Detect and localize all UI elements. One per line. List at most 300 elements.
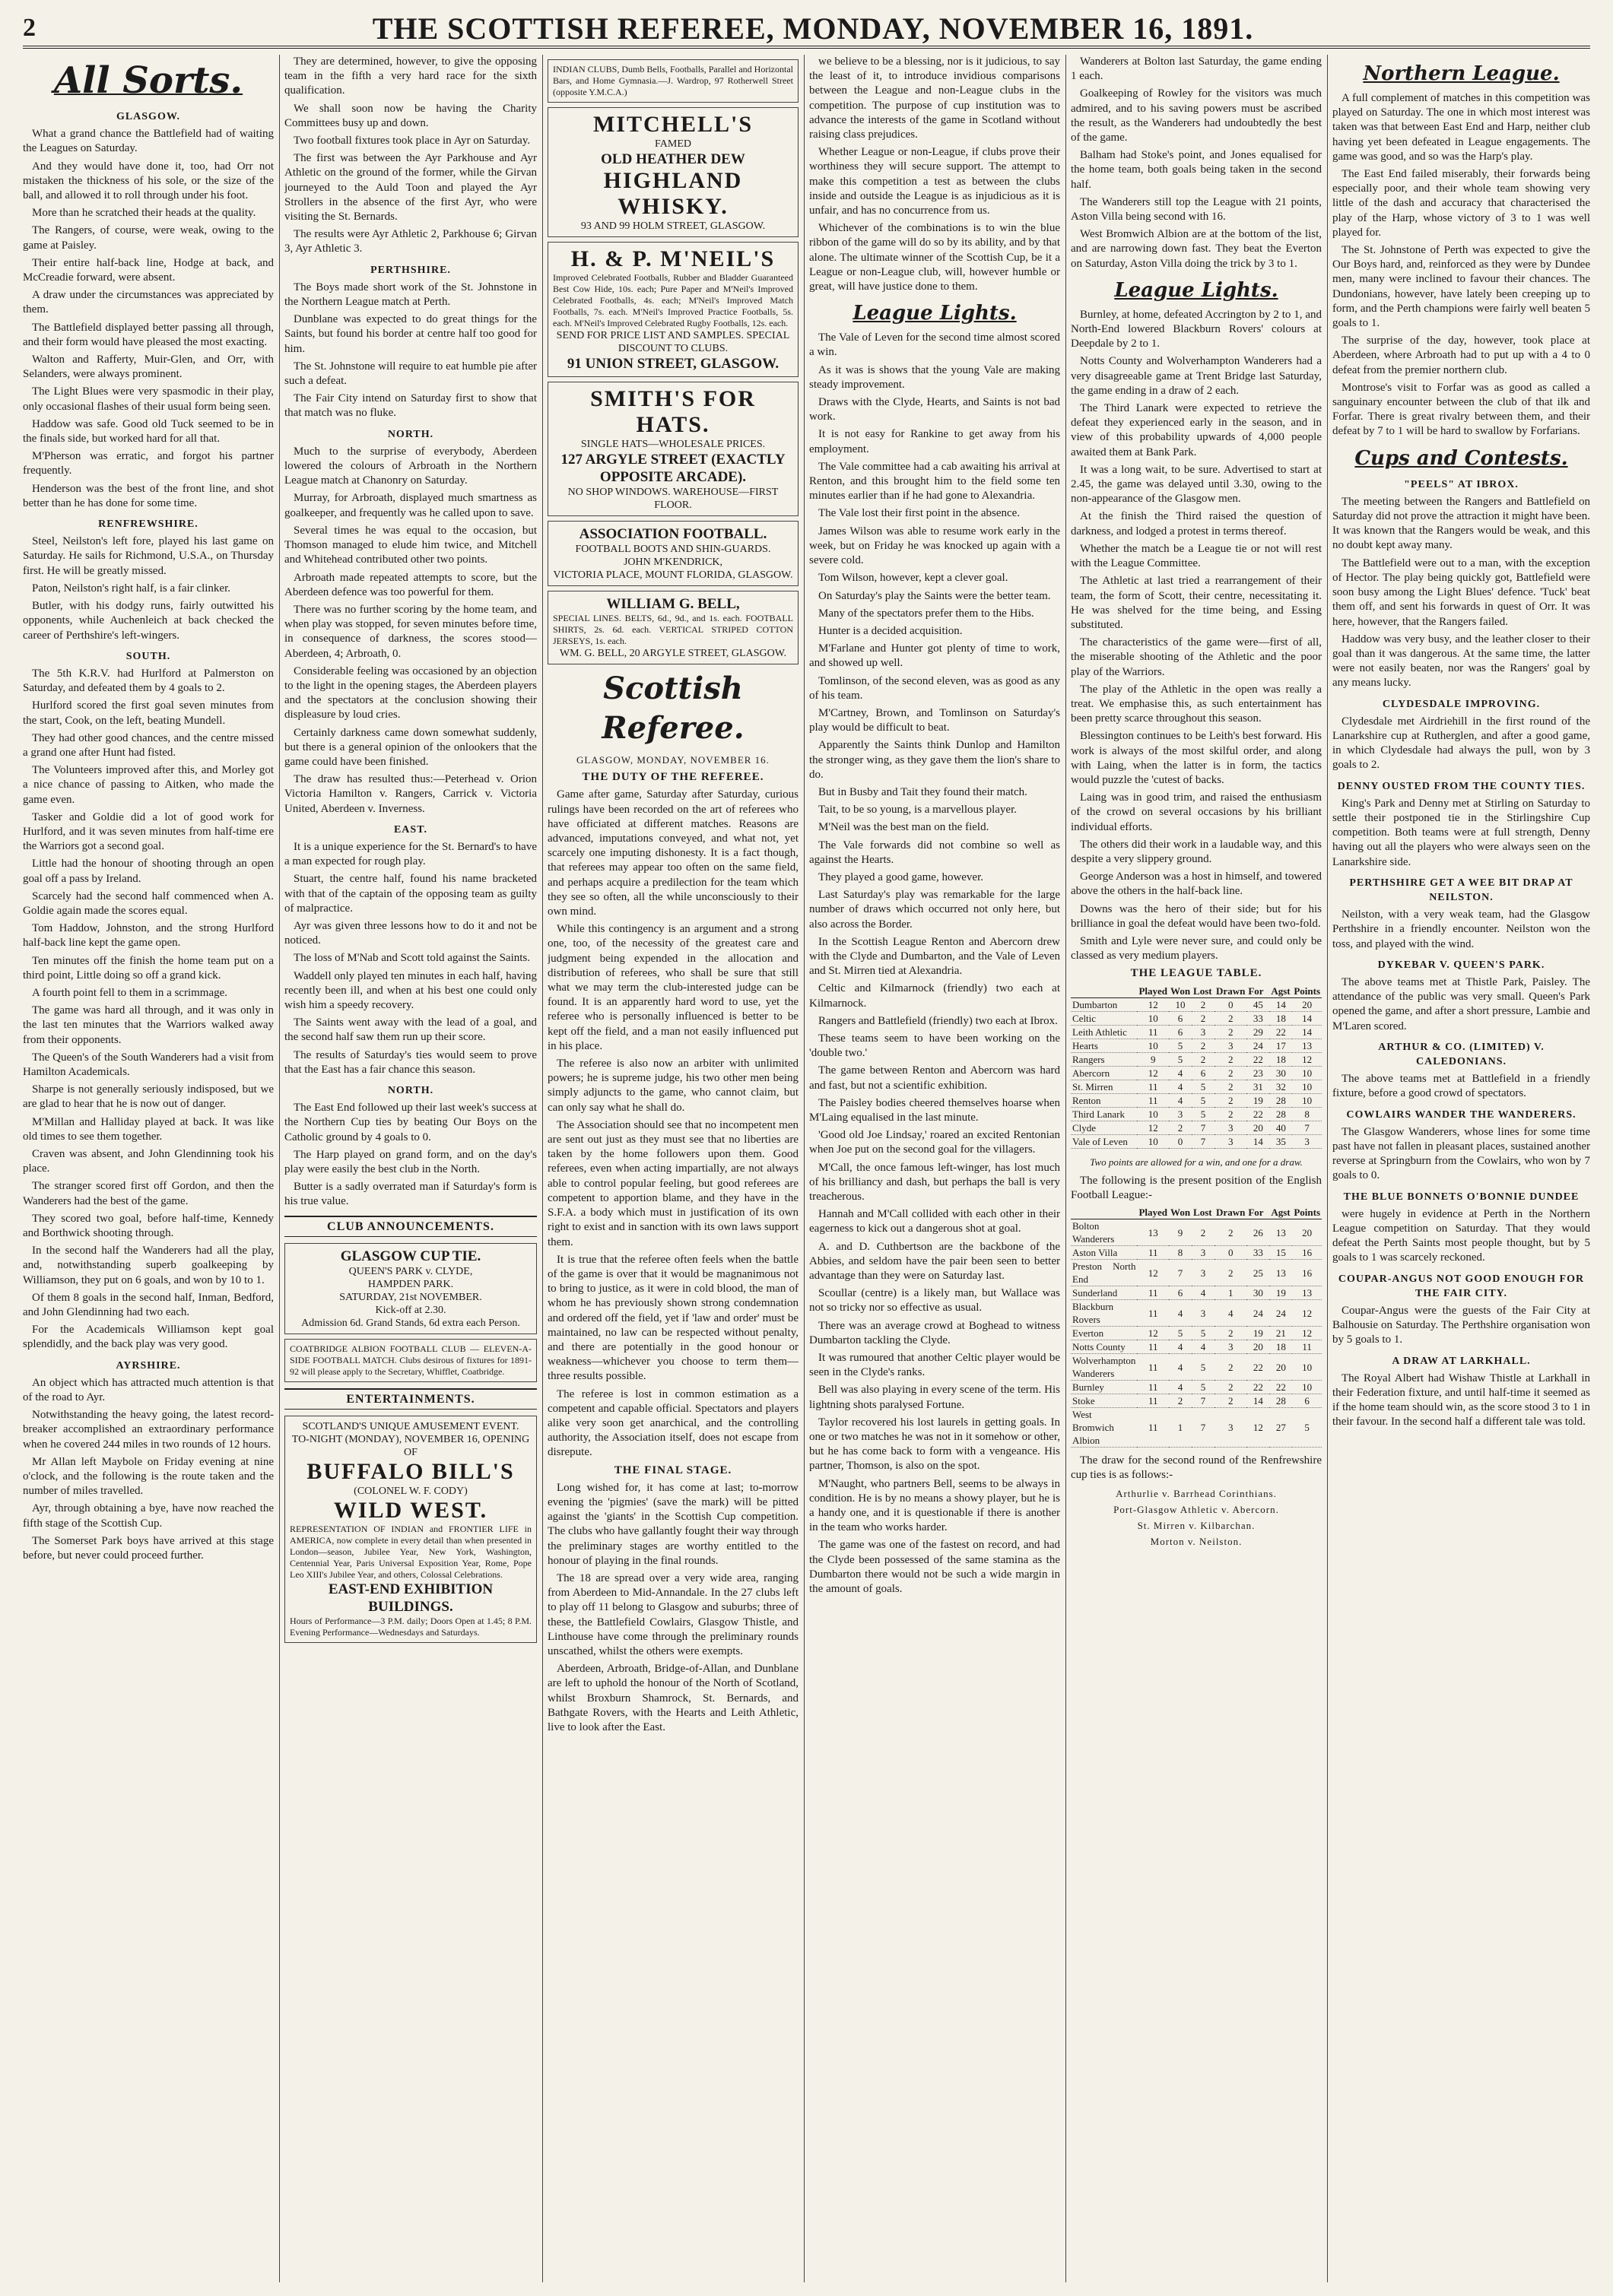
table-cell: 3 — [1192, 1025, 1215, 1039]
paragraph: Of them 8 goals in the second half, Inman, Bedford, and John Glendinning had two each. — [23, 1291, 274, 1319]
paragraph: Scarcely had the second half commenced when A. Goldie again made the scores equal. — [23, 890, 274, 917]
smith-shop: NO SHOP WINDOWS. WAREHOUSE—FIRST FLOOR. — [567, 487, 779, 511]
ent-wild-west: WILD WEST. — [333, 1498, 488, 1524]
table-cell: 45 — [1246, 997, 1269, 1011]
table-cell: 4 — [1169, 1300, 1192, 1327]
paragraph: Whichever of the combinations is to win the blue ribbon of the game will do so by its ability, and by that alone. The ultimate winner of the Scottish Cup, be it a League or non-League club, will, however humble or great, will have justice done to them. — [809, 222, 1060, 293]
table-cell: 32 — [1269, 1080, 1292, 1093]
table-body — [1071, 1219, 1322, 1448]
table-row — [1071, 1219, 1322, 1246]
table-row — [1071, 1300, 1322, 1327]
coatbridge-text: COATBRIDGE ALBION FOOTBALL CLUB — ELEVEN-A-SIDE FOOTBALL MATCH. Clubs desirous of fixtures for 1891-92 will please apply to the Secretary, Whifflet, Coatbridge. — [290, 1343, 532, 1377]
paragraph: The Queen's of the South Wanderers had a visit from Hamilton Academicals. — [23, 1051, 274, 1078]
column-rule — [542, 55, 543, 2282]
table-cell: 2 — [1215, 1066, 1246, 1080]
paragraph: The Somerset Park boys have arrived at this stage before, but never could proceed further. — [23, 1534, 274, 1562]
paragraph: Stuart, the centre half, found his name bracketed with that of the captain of the opposing team as guilty of malpractice. — [284, 873, 537, 915]
paragraph: Butter is a sadly overrated man if Saturday's form is his true value. — [284, 1181, 537, 1208]
table-header: Points — [1294, 1207, 1320, 1219]
column-ads-editorial — [548, 55, 799, 2282]
table-cell: 2 — [1169, 1394, 1192, 1408]
paragraph: The St. Johnstone of Perth was expected to give the Our Boys hard, and, reinforced as they were by Dundee men, many were inclined to favour their chances. The Dundonians, however, have lately been creeping up to form, and the Perth champions were fairly well beaten 5 goals to 1. — [1332, 244, 1590, 330]
table-cell: 7 — [1192, 1408, 1215, 1448]
paragraph: The Paisley bodies cheered themselves hoarse when M'Laing equalised in the last minute. — [809, 1096, 1060, 1124]
table-cell: 28 — [1269, 1394, 1292, 1408]
paragraph: The Vale of Leven for the second time almost scored a win. — [809, 331, 1060, 359]
table-cell: 14 — [1246, 1134, 1269, 1148]
paragraph: we believe to be a blessing, nor is it judicious, to say the least of it, to introduce invidious comparisons between the League and non-League clubs in the competition. The purpose of cup institution was to advance the interests of the game in Scotland without raising class prejudices. — [809, 55, 1060, 141]
table-cell: 20 — [1246, 1121, 1269, 1134]
paragraph: We shall soon now be having the Charity Committees busy up and down. — [284, 102, 537, 129]
table-cell: 2 — [1192, 1011, 1215, 1025]
paragraph: And they would have done it, too, had Orr not mistaken the thickness of his sole, or the size of the ball, and allowed it to roll through under his foot. — [23, 160, 274, 202]
table-cell: 10 — [1292, 1080, 1322, 1093]
paragraph: Celtic and Kilmarnock (friendly) two each at Kilmarnock. — [809, 982, 1060, 1010]
paragraph: The game was one of the fastest on record, and had the Clyde been possessed of the same stamina as the Dumbarton there would not be such a wide margin in the amount of goals. — [809, 1539, 1060, 1596]
table-row — [1071, 997, 1322, 1011]
table-row — [1071, 1246, 1322, 1260]
table-cell: 26 — [1246, 1219, 1269, 1246]
paragraph: The results of Saturday's ties would seem to prove that the East has a fair chance this season. — [284, 1048, 537, 1076]
table-cell: 14 — [1292, 1011, 1322, 1025]
paragraph: The Association should see that no incompetent men are sent out just as they must see that no liberties are taken by the home followers upon them. Good referees, even when acting impartially, are not always able to control popular feeling, but good referees are competent to apportion blame, and they have in the S.F.A. a body which must in justification of its own right to exist and in sanction with its own laws support them. — [548, 1118, 799, 1248]
paragraph: The Boys made short work of the St. Johnstone in the Northern League match at Perth. — [284, 281, 537, 309]
paragraph: M'Call, the once famous left-winger, has lost much of his brilliancy and dash, but perhaps the ball is very treacherous. — [809, 1161, 1060, 1203]
table-cell: 28 — [1269, 1107, 1292, 1121]
section-north: NORTH. — [387, 428, 434, 440]
paragraph: A. and D. Cuthbertson are the backbone of the Abbies, and seldom have the pair been seen to better advantage than they were on Saturday last. — [809, 1240, 1060, 1283]
table-cell-club: St. Mirren — [1071, 1080, 1137, 1093]
column-rule — [1327, 55, 1328, 2282]
paragraph: Downs was the hero of their side; but for his brilliance in goal the defeat would have been two-fold. — [1071, 902, 1322, 930]
paragraph: The East End followed up their last week's success at the Northern Cup ties by beating Our Boys on the Catholic ground by 4 goals to 0. — [284, 1102, 537, 1143]
table-cell: 2 — [1215, 1107, 1246, 1121]
table-cell: 2 — [1215, 1011, 1246, 1025]
paragraph: Coupar-Angus were the guests of the Fair City at Balhousie on Saturday. The Perthshire organisation won by 5 goals to 1. — [1332, 1305, 1590, 1346]
section-east: EAST. — [393, 823, 428, 836]
paragraph: Montrose's visit to Forfar was as good as called a sanguinary encounter between the club of that ilk and Forfar. There is great rivalry between them, and their defeat by 7 to 1 will be hard to swallow by Forfarians. — [1332, 381, 1590, 438]
table-cell: 12 — [1137, 1121, 1169, 1134]
paragraph: These teams seem to have been working on the 'double two.' — [809, 1032, 1060, 1060]
paragraph: The meeting between the Rangers and Battlefield on Saturday did not prove the attraction it might have been. It was known that the Rangers would be weak, and this no doubt kept away many. — [1332, 495, 1590, 552]
paragraph: There was an average crowd at Boghead to witness Dumbarton tackling the Clyde. — [809, 1319, 1060, 1346]
table-cell: 24 — [1246, 1039, 1269, 1052]
cup-tie-admission: Admission 6d. Grand Stands, 6d extra each Person. — [301, 1317, 520, 1329]
table-cell: 23 — [1246, 1066, 1269, 1080]
table-cell: 2 — [1215, 1381, 1246, 1394]
paragraph: Long wished for, it has come at last; to-morrow evening the 'pigmies' (save the mark) will be pitted against the 'giants' in the Scottish Cup competition. The clubs who have gallantly fought their way through the preliminary stages are worthy entitled to the honour of playing in the final rounds. — [548, 1481, 799, 1567]
table-cell: 3 — [1215, 1340, 1246, 1354]
table-cell: 5 — [1192, 1080, 1215, 1093]
table-cell: 19 — [1246, 1327, 1269, 1340]
table-cell-club: Vale of Leven — [1071, 1134, 1137, 1148]
table-cell: 22 — [1246, 1354, 1269, 1381]
table-cell: 2 — [1215, 1025, 1246, 1039]
paragraph: Much to the surprise of everybody, Aberdeen lowered the colours of Arbroath in the Northern League match at Chanonry on Saturday. — [284, 445, 537, 487]
table-cell: 2 — [1215, 1260, 1246, 1286]
assoc-name: ASSOCIATION FOOTBALL. — [579, 526, 767, 542]
table-cell: 14 — [1246, 1394, 1269, 1408]
table-cell-club: Third Lanark — [1071, 1107, 1137, 1121]
ent-times: Hours of Performance—3 P.M. daily; Doors Open at 1.45; 8 P.M. Evening Performance—Wednesdays and Saturdays. — [290, 1616, 532, 1638]
table-header: Drawn — [1216, 985, 1246, 997]
paragraph: A fourth point fell to them in a scrimmage. — [32, 986, 228, 999]
table-row — [1071, 1340, 1322, 1354]
smith-address: 127 ARGYLE STREET (EXACTLY OPPOSITE ARCADE). — [560, 452, 786, 485]
paragraph: Game after game, Saturday after Saturday, curious rulings have been recorded on the art of referees who have officiated at different matches. Reasons are advanced, imputations conveyed, and what not, yet scarcely one imputing dishonesty. It is a fact though, that referees may appear too often on the same field, and perhaps acquire a predilection for the team which they see so often, all the while unconsciously to their own mind. — [548, 788, 799, 918]
table-cell-club: Everton — [1071, 1327, 1137, 1340]
paragraph: What a grand chance the Battlefield had of waiting the Leagues on Saturday. — [23, 128, 274, 155]
mitchell-heather: OLD HEATHER DEW — [601, 151, 745, 167]
paragraph: Tom Haddow, Johnston, and the strong Hurlford half-back line kept the game open. — [23, 922, 274, 950]
bell-name: WILLIAM G. BELL, — [606, 596, 740, 612]
table-cell: 0 — [1215, 997, 1246, 1011]
indian-clubs-ad — [548, 59, 799, 103]
table-cell: 6 — [1169, 1025, 1192, 1039]
cup-tie-title: GLASGOW CUP TIE. — [340, 1248, 481, 1264]
paragraph: Haddow was very busy, and the leather closer to their goal than it was dangerous. At the same time, the latter were not easily beaten, nor was the Rangers' goal by any means lucky. — [1332, 633, 1590, 690]
table-cell: 40 — [1269, 1121, 1292, 1134]
table-cell: 3 — [1192, 1260, 1215, 1286]
section-ayrshire: AYRSHIRE. — [116, 1359, 181, 1372]
paragraph: The Battlefield displayed better passing all through, and their form would have pleased the most exacting. — [23, 321, 274, 348]
table-cell-club: Stoke — [1071, 1394, 1137, 1408]
subhead: COUPAR-ANGUS NOT GOOD ENOUGH FOR THE FAIR CITY. — [1338, 1273, 1585, 1299]
subhead: DYKEBAR V. QUEEN'S PARK. — [1377, 959, 1545, 971]
paragraph: Aberdeen, Arbroath, Bridge-of-Allan, and Dunblane are left to uphold the honour of the North of Scotland, whilst Broxburn Shamrock, St. Bernards, and Bathgate Rovers, with the Hearts and Leith Athletic, live to look after the East. — [548, 1663, 799, 1733]
table-cell: 13 — [1292, 1286, 1322, 1300]
bell-address: WM. G. BELL, 20 ARGYLE STREET, GLASGOW. — [559, 648, 787, 659]
paragraph: The Glasgow Wanderers, whose lines for some time past have not fallen in pleasant places, sustained another reverse at Springburn from the Cowlairs, who won by 7 goals to 0. — [1332, 1125, 1590, 1182]
table-cell: 10 — [1137, 1134, 1169, 1148]
paragraph: Tom Wilson, however, kept a clever goal. — [818, 572, 1008, 585]
paragraph: At the finish the Third raised the question of darkness, and lodged a protest in terms thereof. — [1071, 510, 1322, 538]
table-cell: 5 — [1192, 1354, 1215, 1381]
table-cell: 3 — [1292, 1134, 1322, 1148]
paragraph: The Vale committee had a cab awaiting his arrival at Renton, and this brought him to the field some ten minutes earlier than if he had gone to Alexandria. — [809, 460, 1060, 503]
table-cell: 18 — [1269, 1011, 1292, 1025]
column-rule — [279, 55, 280, 2282]
table-row — [1071, 1121, 1322, 1134]
table-cell: 3 — [1192, 1246, 1215, 1260]
paragraph: M'Millan and Halliday played at back. It was like old times to see them together. — [23, 1115, 274, 1143]
masthead — [23, 11, 1590, 49]
draw-item: Morton v. Neilston. — [1150, 1536, 1243, 1548]
paragraph: As it was is shows that the young Vale are making steady improvement. — [809, 363, 1060, 391]
table-cell: 10 — [1292, 1381, 1322, 1394]
all-sorts-heading: All Sorts. — [53, 59, 243, 102]
paragraph: Considerable feeling was occasioned by an objection to the light in the opening stages, the Aberdeen players and the spectators at the conclusion showing their displeasure by loud cries. — [284, 664, 537, 721]
paragraph: Bell was also playing in every scene of the term. His lightning shots paralysed Fortune. — [809, 1384, 1060, 1411]
mneil-name: H. & P. M'NEIL'S — [570, 246, 776, 271]
table-cell: 6 — [1292, 1394, 1322, 1408]
table-row — [1071, 1025, 1322, 1039]
editorial-dateline: GLASGOW, MONDAY, NOVEMBER 16. — [576, 754, 770, 766]
table-cell: 33 — [1246, 1011, 1269, 1025]
assoc-desc: FOOTBALL BOOTS AND SHIN-GUARDS. — [575, 544, 771, 555]
entertainments-header: ENTERTAINMENTS. — [284, 1388, 537, 1410]
paragraph: For the Academicals Williamson kept goal splendidly, and the back play was very good. — [23, 1324, 274, 1351]
table-row — [1071, 1080, 1322, 1093]
table-header: Points — [1294, 985, 1320, 997]
table-cell: 4 — [1192, 1286, 1215, 1300]
paragraph: Blessington continues to be Leith's best forward. His work is always of the most skilful order, and along with Laing, when the latter is in form, the tactics would puzzle the 'cutest of backs. — [1071, 730, 1322, 786]
paragraph: Two football fixtures took place in Ayr on Saturday. — [294, 135, 531, 147]
table-cell-club: Bolton Wanderers — [1071, 1219, 1137, 1246]
table-cell-club: Notts County — [1071, 1340, 1137, 1354]
table-cell: 11 — [1137, 1354, 1169, 1381]
table-cell: 13 — [1292, 1039, 1322, 1052]
table-cell-club: Celtic — [1071, 1011, 1137, 1025]
paragraph: Several times he was equal to the occasion, but Thomson managed to elude him twice, and Mitchell and Whitehead contributed other two points. — [284, 524, 537, 566]
table-cell: 12 — [1292, 1300, 1322, 1327]
table-cell: 24 — [1269, 1300, 1292, 1327]
paragraph: M'Naught, who partners Bell, seems to be always in condition. He is by no means a showy player, but he is a handy one, and it is questionable if there is another in the team who works harder. — [809, 1477, 1060, 1534]
table-cell: 5 — [1192, 1381, 1215, 1394]
table-cell: 0 — [1215, 1246, 1246, 1260]
smith-name: SMITH'S FOR HATS. — [590, 386, 756, 437]
table-cell: 10 — [1169, 997, 1192, 1011]
paragraph: Neilston, with a very weak team, had the Glasgow Perthshire in a friendly encounter. Neilston won the toss, and played with the wind. — [1332, 909, 1590, 950]
paragraph: It was a long wait, to be sure. Advertised to start at 2.45, the game was delayed until 3.30, owing to the non-appearance of the Glasgow men. — [1071, 463, 1322, 506]
ent-cody: (COLONEL W. F. CODY) — [354, 1486, 468, 1498]
paragraph: Tomlinson, of the second eleven, was as good as any of his team. — [809, 674, 1060, 702]
section-perthshire: PERTHSHIRE. — [370, 264, 451, 276]
table-cell: 15 — [1269, 1246, 1292, 1260]
page-number: 2 — [23, 14, 36, 42]
paragraph: Notwithstanding the heavy going, the latest record-breaker accomplished an extraordinary performance when he covered 244 miles in two rounds of 12 hours. — [23, 1409, 274, 1451]
paragraph: The Vale lost their first point in the absence. — [818, 507, 1021, 520]
paragraph: The referee is lost in common estimation as a competent and capable official. Spectators and players alike very soon get anarchical, and the controlling authority, the Association itself, does not escape from disrepute. — [548, 1387, 799, 1459]
column-league-table — [1071, 55, 1322, 2282]
table-cell-club: Preston North End — [1072, 1261, 1136, 1286]
table-cell: 1 — [1215, 1286, 1246, 1300]
table-cell: 11 — [1137, 1025, 1169, 1039]
paragraph: An object which has attracted much attention is that of the road to Ayr. — [23, 1376, 274, 1404]
paragraph: A full complement of matches in this competition was played on Saturday. The one in which most interest was taken was that between East End and Harp, neither club having yet been defeated in League engagements. The game was good, and so was the Harp's play. — [1332, 92, 1590, 163]
paragraph: The Vale forwards did not combine so well as against the Hearts. — [809, 839, 1060, 866]
table-cell: 2 — [1215, 1327, 1246, 1340]
paragraph: Walton and Rafferty, Muir-Glen, and Orr, with Selanders, were always prominent. — [23, 354, 274, 381]
table-cell: 5 — [1169, 1052, 1192, 1066]
paragraph: The above teams met at Thistle Park, Paisley. The attendance of the public was very small. Queen's Park opened the game, and after a short pressure, Lambie and M'Laren scored. — [1332, 975, 1590, 1032]
mitchell-address: 93 AND 99 HOLM STREET, GLASGOW. — [580, 220, 766, 232]
table-cell-club: West Bromwich Albion — [1071, 1408, 1137, 1448]
paragraph: The surprise of the day, however, took place at Aberdeen, where Arbroath had to put up with a 4 to 0 defeat from the premier northern club. — [1332, 335, 1590, 376]
table-header: Agst — [1269, 985, 1292, 998]
paragraph: It is true that the referee often feels when the battle of the game is over that it would be magnanimous not to bring to justice, as it were in cold blood, the man of whom he has previously shown strong condemnation and ordered off the field, yet if 'law and order' must be maintained, no law can be respected without penalty, and there are potentially in the good honour or weakness—whichever you choose to term them—three results possible. — [548, 1253, 799, 1383]
cup-tie-kickoff: Kick-off at 2.30. — [375, 1304, 446, 1316]
paragraph: Hannah and M'Call collided with each other in their eagerness to kick out a dangerous shot at goal. — [809, 1208, 1060, 1235]
paragraph: Ayr, through obtaining a bye, have now reached the fifth stage of the Scottish Cup. — [23, 1502, 274, 1530]
assoc-address: VICTORIA PLACE, MOUNT FLORIDA, GLASGOW. — [553, 569, 793, 581]
scottish-league-table — [1071, 985, 1322, 1149]
cup-tie-teams: QUEEN'S PARK v. CLYDE, — [348, 1265, 473, 1277]
paragraph: It is a unique experience for the St. Bernard's to have a man expected for rough play. — [284, 840, 537, 868]
table-cell: 3 — [1169, 1107, 1192, 1121]
paragraph: Ayr was given three lessons how to do it and not be noticed. — [284, 919, 537, 947]
table-cell: 2 — [1192, 1052, 1215, 1066]
table-row — [1071, 1381, 1322, 1394]
table-cell: 28 — [1269, 1093, 1292, 1107]
table-cell: 5 — [1192, 1327, 1215, 1340]
table-cell: 5 — [1192, 1093, 1215, 1107]
table-cell-club: Dumbarton — [1071, 997, 1137, 1011]
paragraph: were hugely in evidence at Perth in the Northern League competition on Saturday. That they would defeat the Perth Saints most people thought, but by 5 goals to 1 was scarcely reckoned. — [1332, 1207, 1590, 1264]
paragraph: The Royal Albert had Wishaw Thistle at Larkhall in their Federation fixture, and until half-time it seemed as if the home team should win, as the score stood 3 to 1 in their favour. In the second half a different tale was told. — [1332, 1372, 1590, 1429]
paragraph: The St. Johnstone will require to eat humble pie after such a defeat. — [284, 360, 537, 388]
subhead: DENNY OUSTED FROM THE COUNTY TIES. — [1337, 780, 1586, 792]
table-row — [1071, 1260, 1322, 1286]
cup-tie-ground: HAMPDEN PARK. — [367, 1278, 454, 1290]
paragraph: The Volunteers improved after this, and Morley got a nice chance of passing to Aitken, who made the game even. — [23, 764, 274, 806]
paragraph: Their entire half-back line, Hodge at back, and McCreadie forward, were absent. — [23, 256, 274, 284]
league-lights-heading: League Lights. — [853, 302, 1017, 325]
coatbridge-albion-ad — [284, 1339, 537, 1382]
table-cell: 9 — [1169, 1219, 1192, 1246]
subhead: COWLAIRS WANDER THE WANDERERS. — [1346, 1108, 1576, 1121]
column-rule — [1065, 55, 1066, 2282]
table-row — [1071, 1286, 1322, 1300]
mneil-footballs-ad — [548, 242, 799, 377]
table-header: Won — [1170, 1207, 1191, 1219]
paragraph: It was rumoured that another Celtic player would be seen in the Clyde's ranks. — [809, 1352, 1060, 1379]
table-cell: 11 — [1137, 1246, 1169, 1260]
paragraph: The Rangers, of course, were weak, owing to the game at Paisley. — [23, 224, 274, 252]
table-cell: 2 — [1169, 1121, 1192, 1134]
paragraph: The stranger scored first off Gordon, and then the Wanderers had the best of the game. — [23, 1180, 274, 1207]
table-cell-club: Leith Athletic — [1071, 1025, 1137, 1039]
table-cell: 2 — [1192, 997, 1215, 1011]
table-cell: 14 — [1269, 997, 1292, 1011]
table-row — [1071, 1052, 1322, 1066]
table-cell-club: Aston Villa — [1071, 1246, 1137, 1260]
paragraph: The Saints went away with the lead of a goal, and the second half saw them run up their score. — [284, 1016, 537, 1044]
table-cell: 11 — [1137, 1340, 1169, 1354]
table-cell-club: Wolverhampton Wanderers — [1071, 1354, 1137, 1381]
table-cell: 24 — [1246, 1300, 1269, 1327]
table-cell: 12 — [1137, 1260, 1169, 1286]
paragraph: Balham had Stoke's point, and Jones equalised for the home team, both goals being taken in the second half. — [1071, 149, 1322, 191]
table-header: Played — [1138, 1207, 1168, 1219]
table-cell: 22 — [1246, 1107, 1269, 1121]
table-header-club — [1071, 985, 1137, 998]
table-body — [1071, 997, 1322, 1148]
paragraph: The results were Ayr Athletic 2, Parkhouse 6; Girvan 3, Ayr Athletic 3. — [284, 228, 537, 255]
paragraph: The Harp played on grand form, and on the day's play were easily the best club in the North. — [284, 1148, 537, 1176]
paragraph: Butler, with his dodgy runs, fairly outwitted his opponents, while Auchenleich at back checked the career of Perthshire's left-wingers. — [23, 600, 274, 642]
table-header: Played — [1138, 985, 1168, 997]
section-north-2: NORTH. — [387, 1085, 434, 1096]
paragraph: The loss of M'Nab and Scott told against the Saints. — [294, 952, 531, 965]
table-cell: 18 — [1269, 1340, 1292, 1354]
paragraph: Notts County and Wolverhampton Wanderers had a very disagreeable game at Trent Bridge last Saturday, the game ending in a draw of 2 each. — [1071, 355, 1322, 397]
table-cell: 8 — [1169, 1246, 1192, 1260]
ent-description: REPRESENTATION OF INDIAN and FRONTIER LIFE in AMERICA, now complete in every detail than when presented in London—season, Jubilee Year, New York, Washington, Centennial Year, Paris Universal Exposition Year, Rome, Pope Leo XIII's Jubilee Year, and others, Colossal Celebrations. — [290, 1524, 532, 1581]
paragraph: M'Pherson was erratic, and forgot his partner frequently. — [23, 450, 274, 477]
table-cell: 9 — [1137, 1052, 1169, 1066]
paragraph: Many of the spectators prefer them to the Hibs. — [818, 607, 1034, 620]
table-header: Lost — [1192, 985, 1215, 998]
table-cell: 5 — [1192, 1107, 1215, 1121]
paragraph: The first was between the Ayr Parkhouse and Ayr Athletic on the ground of the former, while the Girvan journeyed to the Auld Toon and played the Ayr Strollers in the absence of the first Ayr, who were visiting the St. Bernards. — [284, 152, 537, 224]
table-cell: 2 — [1215, 1354, 1246, 1381]
paragraph: Mr Allan left Maybole on Friday evening at nine o'clock, and the following is the route taken and the number of miles travelled. — [23, 1455, 274, 1498]
column-all-sorts — [23, 55, 274, 2282]
paragraph: Dunblane was expected to do great things for the Saints, but found his border at centre half too good for him. — [284, 313, 537, 355]
table-cell: 10 — [1137, 1107, 1169, 1121]
table-cell: 12 — [1137, 1066, 1169, 1080]
paragraph: West Bromwich Albion are at the bottom of the list, and are narrowing down fast. They beat the Everton on Saturday, Aston Villa doing the trick by 3 to 1. — [1071, 228, 1322, 270]
mitchell-famed: FAMED — [655, 138, 691, 150]
table-cell: 25 — [1246, 1260, 1269, 1286]
paragraph: Last Saturday's play was remarkable for the large number of draws which occurred not only here, but also across the Border. — [809, 889, 1060, 931]
table-cell: 4 — [1169, 1354, 1192, 1381]
table-cell: 22 — [1269, 1381, 1292, 1394]
mneil-list: SEND FOR PRICE LIST AND SAMPLES. SPECIAL DISCOUNT TO CLUBS. — [556, 330, 790, 354]
table-row — [1071, 1011, 1322, 1025]
league-table-title: THE LEAGUE TABLE. — [1130, 967, 1262, 980]
paragraph: Laing was in good trim, and raised the enthusiasm of the crowd on several occasions by his brilliant individual efforts. — [1071, 791, 1322, 833]
table-cell: 18 — [1269, 1052, 1292, 1066]
table-header-row — [1071, 1206, 1322, 1219]
table-cell: 7 — [1292, 1121, 1322, 1134]
paragraph: Draws with the Clyde, Hearts, and Saints is not bad work. — [809, 396, 1060, 423]
paragraph: M'Neil was the best man on the field. — [818, 821, 989, 834]
william-bell-ad — [548, 591, 799, 664]
paragraph: Henderson was the best of the front line, and shot better than he has done for some time. — [23, 482, 274, 509]
table-cell-club: Abercorn — [1071, 1066, 1137, 1080]
table-cell: 4 — [1169, 1066, 1192, 1080]
paragraph: Tasker and Goldie did a lot of good work for Hurlford, and it was seven minutes from half-time ere the Warriors got a second goal. — [23, 810, 274, 853]
paragraph: The Battlefield were out to a man, with the exception of Hector. The play being quickly got, Battlefield were soon busy among the Light Blues' defence. 'Tuck' beat them off, and sent his forwards in quest of Orr. It was here, however, that the Rangers failed. — [1332, 557, 1590, 628]
league-lights-heading-2: League Lights. — [1114, 278, 1278, 302]
paragraph: M'Cartney, Brown, and Tomlinson on Saturday's play would be difficult to beat. — [809, 706, 1060, 734]
bell-desc: SPECIAL LINES. BELTS, 6d., 9d., and 1s. each. FOOTBALL SHIRTS, 2s. 6d. each. VERTICAL STRIPED COTTON JERSEYS, 1s. each. — [553, 613, 793, 646]
paragraph: George Anderson was a host in himself, and towered above the others in the half-back line. — [1071, 871, 1322, 898]
table-row — [1071, 1408, 1322, 1448]
table-cell: 7 — [1192, 1134, 1215, 1148]
paragraph: Apparently the Saints think Dunlop and Hamilton the stronger wing, as they gave them the lion's share to do. — [809, 739, 1060, 781]
glasgow-cup-tie-ad — [284, 1243, 537, 1334]
table-cell: 12 — [1137, 1327, 1169, 1340]
subhead: THE BLUE BONNETS O'BONNIE DUNDEE — [1343, 1191, 1580, 1203]
paragraph: The draw has resulted thus:—Peterhead v. Orion Victoria Hamilton v. Rangers, Carrick v. Victoria United, Aberdeen v. Inverness. — [284, 773, 537, 815]
table-header-club — [1071, 1206, 1137, 1219]
table-cell: 7 — [1192, 1394, 1215, 1408]
table-row — [1071, 1066, 1322, 1080]
paragraph: The draw for the second round of the Renfrewshire cup ties is as follows:- — [1071, 1454, 1322, 1482]
table-cell: 21 — [1269, 1327, 1292, 1340]
table-cell: 6 — [1169, 1286, 1192, 1300]
paragraph: The play of the Athletic in the open was really a treat. We emphasise this, as such entertainment has been pretty scarce throughout this season. — [1071, 683, 1322, 725]
table-cell: 12 — [1246, 1408, 1269, 1448]
paragraph: Sharpe is not generally seriously indisposed, but we are glad to hear that he is now out of danger. — [23, 1083, 274, 1111]
paragraph: Arbroath made repeated attempts to score, but the Aberdeen defence was too powerful for them. — [284, 571, 537, 598]
ent-building: EAST-END EXHIBITION BUILDINGS. — [328, 1581, 494, 1616]
column-league-lights — [809, 55, 1060, 2282]
table-cell: 13 — [1269, 1219, 1292, 1246]
table-cell: 2 — [1215, 1394, 1246, 1408]
table-header: For — [1246, 985, 1269, 998]
paragraph: Whether League or non-League, if clubs prove their worthiness they will secure support. The attempt to make this competition a test as between the clubs inside and outside the League is as injudicious as it is unfair, and has no concurrence from us. — [809, 146, 1060, 217]
paragraph: The above teams met at Battlefield in a friendly fixture, before a good crowd of spectators. — [1332, 1073, 1590, 1100]
table-cell: 2 — [1215, 1052, 1246, 1066]
table-cell: 33 — [1246, 1246, 1269, 1260]
table-cell: 10 — [1137, 1039, 1169, 1052]
paragraph: Scoullar (centre) is a likely man, but Wallace was not so tricky nor so effective as usual. — [809, 1287, 1060, 1314]
paragraph: It is not easy for Rankine to get away from his employment. — [809, 428, 1060, 455]
